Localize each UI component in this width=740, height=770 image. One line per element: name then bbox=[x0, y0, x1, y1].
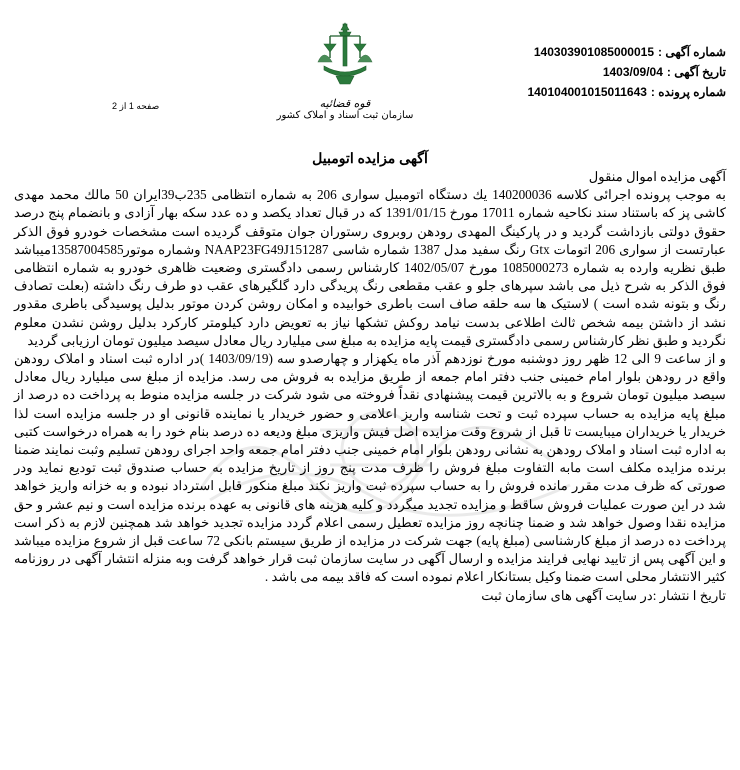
notice-metadata bbox=[416, 42, 726, 102]
case-number-value: 140104001015011643 bbox=[527, 85, 647, 99]
org-line-registration: سازمان ثبت اسناد و املاک کشور bbox=[276, 110, 414, 121]
body-paragraph-auction-terms: و از ساعت 9 الی 12 ظهر روز دوشنبه مورخ نوزدهم آذر ماه یکهزار و چهارصدو سه (1403/09/19 )در اداره ثبت اسناد و املاک رودهن واقع در رودهن بلوار امام خمینی جنب دفتر امام جمعه از طریق مزایده به فروش می رسد. مزایده از مبلغ سی میلیارد ریال معادل سیصد میلیون تومان شروع و به بالاترین قیمت پیشنهادی نقداً فروخته می شود شرکت در جلسه مزایده منوط به پرداخت ده درصد از مبلغ پایه مزایده به حساب سپرده ثبت و تحت شناسه واریز اعلامی و حضور خریدار یا نماینده قانونی او در جلسه مزایده است لذا خریدار یا خریداران میبایست تا قبل از شروع وقت مزایده اصل فیش واریزی مبلغ ودیعه ده درصد بنام خود را به همراه درخواست کتبی به اداره ثبت اسناد و املاک رودهن به نشانی رودهن بلوار امام خمینی جنب دفتر امام جمعه واحد اجرای رودهن تسلیم وثبت نمایند ضمنا برنده مزایده مکلف است مابه التفاوت مبلغ فروش را ظرف مدت پنج روز از تاریخ مزایده به حساب صندوق ثبت تودیع نماید ودر صورتی که ظرف مدت مقرر مانده فروش را به حساب سپرده ثبت واریز نکند مبلغ منکور قابل استرداد نبوده و به خزانه واریز خواهد شد در این صورت عملیات فروش ساقط و مزایده تجدید میگردد و کلیه هزینه های قانونی به عهده برنده مزایده است و نیم عشر و حق مزایده نقدا وصول خواهد شد و ضمنا چنانچه روز مزایده تعطیل رسمی اعلام گردد مزایده تجدید خواهد شد همچنین لازم به ذکر است پرداخت ده درصد از مبلغ کارشناسی (مبلغ پایه) جهت شرکت در مزایده از طریق سیستم بانکی 72 ساعت قبل از شروع مزایده میباشد و این آگهی پس از تایید نهایی فرایند مزایده و ارسال آگهی در سایت سازمان ثبت قرار خواهد گرفت وبه منزله انتشار آگهی در روزنامه کثیر الانتشار محلی است ضمنا وکیل بستانکار اعلام نموده است که فاقد بیمه می باشد . bbox=[14, 351, 726, 585]
page-indicator: صفحه 1 از 2 bbox=[112, 101, 160, 111]
notice-date-row bbox=[416, 62, 726, 82]
notice-title: آگهی مزایده اتومبیل bbox=[312, 150, 428, 166]
case-number-label: شماره پرونده : bbox=[650, 85, 726, 99]
body-paragraph-heading: آگهی مزایده اموال منقول bbox=[588, 169, 726, 184]
notice-number-label: شماره آگهی : bbox=[658, 45, 726, 59]
notice-date-label: تاریخ آگهی : bbox=[666, 65, 726, 79]
notice-date-value: 1403/09/04 bbox=[602, 65, 663, 79]
body-paragraph-vehicle-details: به موجب پرونده اجرائی کلاسه 140200036 یك دستگاه اتومبیل سواری 206 به شماره انتظامی 235ب39ایران 50 مالك محمد مهدی کاشی پز که باستناد سند نکاحیه شماره 17011 مورخ 1391/01/15 که در قبال تعداد یکصد و ده عدد سکه بهار آزادی و بانضمام پنج درصد حقوق دولتی بازداشت گردید و در پارکینگ المهدی رودهن روبروی رستوران جوان متوقف گردیده است مشخصات خودرو فوق الذکر عبارتست از سواری 206 اتومات Gtx رنگ سفید مدل 1387 شماره شاسی NAAP23FG49J151287 وشماره موتور13587004585میباشد طبق نظریه وارده به شماره 1085000273 مورخ 1402/05/07 کارشناس رسمی دادگستری وضعیت ظاهری خودرو به شماره انتظامی فوق الذکر به شرح ذیل می باشد سپرهای جلو و عقب مقطعی رنگ پریدگی دارد گلگیرهای عقب دو طرف رنگ داشته (بعلت تصادف رنگ و بتونه شده است ) لاستیک ها سه حلقه صاف است باطری خوابیده و امکان روشن کردن موتور بدلیل پوسیدگی باطری مقدور نشد از داشتن بیمه شخص ثالث اطلاعی بدست نیامد روکش تشکها نیاز به تعویض دارد کیلومتر کارکرد بدلیل روشن نشدن معلوم نگردید و طبق نظر کارشناس رسمی دادگستری قیمت پایه مزایده به مبلغ سی میلیارد ریال معادل سیصد میلیون تومان ارزیابی گردید bbox=[14, 187, 726, 348]
organization-name bbox=[270, 98, 420, 122]
notice-number-value: 140303901085000015 bbox=[533, 45, 655, 59]
judiciary-emblem-icon bbox=[310, 18, 380, 88]
body-paragraph-publication: تاریخ ا نتشار :در سایت آگهی های سازمان ثبت bbox=[481, 587, 726, 603]
org-line-judiciary: قوه قضائیه bbox=[319, 97, 371, 110]
case-number-row bbox=[416, 82, 726, 102]
notice-number-row bbox=[416, 42, 726, 62]
notice-body bbox=[14, 168, 726, 605]
